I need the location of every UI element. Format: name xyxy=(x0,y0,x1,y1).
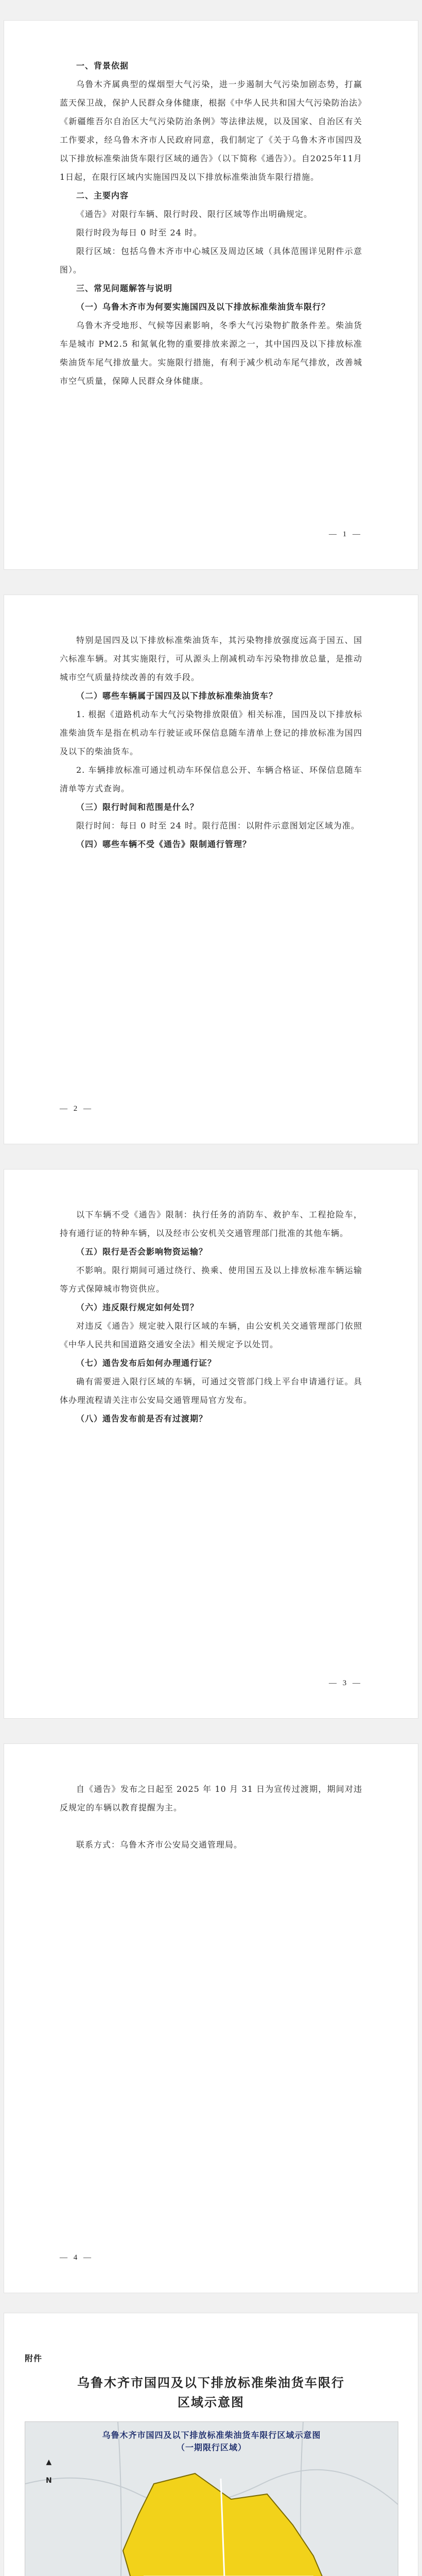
question-heading: （四）哪些车辆不受《通告》限制通行管理？ xyxy=(76,839,252,849)
paragraph: 联系方式：乌鲁木齐市公安局交通管理局。 xyxy=(76,1840,243,1850)
question-heading: （二）哪些车辆属于国四及以下排放标准柴油货车？ xyxy=(76,691,278,701)
paragraph: 2. 车辆排放标准可通过机动车环保信息公开、车辆合格证、环保信息随车清单等方式查询。 xyxy=(60,765,362,793)
paragraph: 自《通告》发布之日起至 2025 年 10 月 31 日为宣传过渡期，期间对违反规定的车辆以教育提醒为主。 xyxy=(60,1784,362,1812)
north-arrow-icon: ▲ N xyxy=(46,2458,52,2485)
question-heading: （一）乌鲁木齐市为何要实施国四及以下排放标准柴油货车限行？ xyxy=(76,302,330,312)
paragraph: 以下车辆不受《通告》限制：执行任务的消防车、救护车、工程抢险车，持有通行证的特种车辆，以及经市公安机关交通管理部门批准的其他车辆。 xyxy=(60,1210,362,1238)
paragraph: 《通告》对限行车辆、限行时段、限行区域等作出明确规定。 xyxy=(76,209,313,219)
document-page-5 xyxy=(4,2313,418,2576)
map-title-line: 乌鲁木齐市国四及以下排放标准柴油货车限行区域示意图 xyxy=(102,2430,321,2440)
paragraph: 限行时段为每日 0 时至 24 时。 xyxy=(76,228,202,238)
attachment-title xyxy=(4,2373,418,2412)
section-heading: 二、主要内容 xyxy=(76,191,129,200)
paragraph: 限行时间：每日 0 时至 24 时。限行范围：以附件示意图划定区域为准。 xyxy=(76,821,360,831)
document-page-1 xyxy=(4,21,418,569)
paragraph: 限行区域：包括乌鲁木齐市中心城区及周边区域（具体范围详见附件示意图）。 xyxy=(60,246,362,275)
paragraph: 乌鲁木齐受地形、气候等因素影响，冬季大气污染物扩散条件差。柴油货车是城市 PM2.5 和氮氧化物的重要排放来源之一，其中国四及以下排放标准柴油货车尾气排放量大。实施限行措施，有利于减少机动车尾气排放，改善城市空气质量，保障人民群众身体健康。 xyxy=(60,320,362,386)
page-number: — 1 — xyxy=(329,530,362,538)
attachment-title-line: 区域示意图 xyxy=(178,2395,244,2410)
question-heading: （七）通告发布后如何办理通行证？ xyxy=(76,1358,217,1368)
question-heading: （六）违反限行规定如何处罚？ xyxy=(76,1302,199,1312)
paragraph: 确有需要进入限行区域的车辆，可通过交管部门线上平台申请通行证。具体办理流程请关注市公安局交通管理局官方发布。 xyxy=(60,1377,362,1405)
question-heading: （五）限行是否会影响物资运输？ xyxy=(76,1247,208,1257)
paragraph: 对违反《通告》规定驶入限行区域的车辆，由公安机关交通管理部门依照《中华人民共和国道路交通安全法》相关规定予以处罚。 xyxy=(60,1321,362,1349)
section-heading: 一、背景依据 xyxy=(76,61,129,71)
page-number: — 4 — xyxy=(60,2253,93,2262)
document-page-2 xyxy=(4,595,418,1144)
page-number: — 3 — xyxy=(329,1679,362,1687)
attachment-title-line: 乌鲁木齐市国四及以下排放标准柴油货车限行 xyxy=(77,2376,345,2390)
restriction-map-phase1 xyxy=(25,2421,398,2576)
document-page-3 xyxy=(4,1170,418,1718)
map-title xyxy=(25,2429,398,2454)
section-heading: 三、常见问题解答与说明 xyxy=(76,283,173,293)
attachment-label: 附件 xyxy=(25,2353,43,2363)
question-heading: （八）通告发布前是否有过渡期？ xyxy=(76,1414,208,1423)
paragraph: 乌鲁木齐属典型的煤烟型大气污染，进一步遏制大气污染加剧态势，打赢蓝天保卫战，保护人民群众身体健康，根据《中华人民共和国大气污染防治法》《新疆维吾尔自治区大气污染防治条例》等法律法规，以及国家、自治区有关工作要求，经乌鲁木齐市人民政府同意，我们制定了《关于乌鲁木齐市国四及以下排放标准柴油货车限行区域的通告》（以下简称《通告》）。自2025年11月1日起，在限行区域内实施国四及以下排放标准柴油货车限行措施。 xyxy=(60,79,362,182)
paragraph: 1. 根据《道路机动车大气污染物排放限值》相关标准，国四及以下排放标准柴油货车是指在机动车行驶证或环保信息随车清单上登记的排放标准为国四及以下的柴油货车。 xyxy=(60,709,362,756)
question-heading: （三）限行时间和范围是什么？ xyxy=(76,802,199,812)
document-page-4 xyxy=(4,1744,418,2293)
paragraph: 不影响。限行期间可通过绕行、换乘、使用国五及以上排放标准车辆运输等方式保障城市物资供应。 xyxy=(60,1265,362,1294)
paragraph: 特别是国四及以下排放标准柴油货车，其污染物排放强度远高于国五、国六标准车辆。对其实施限行，可从源头上削减机动车污染物排放总量，是推动城市空气质量持续改善的有效手段。 xyxy=(60,635,362,682)
map-title-line: （一期限行区域） xyxy=(176,2443,247,2452)
page-number: — 2 — xyxy=(60,1105,93,1113)
